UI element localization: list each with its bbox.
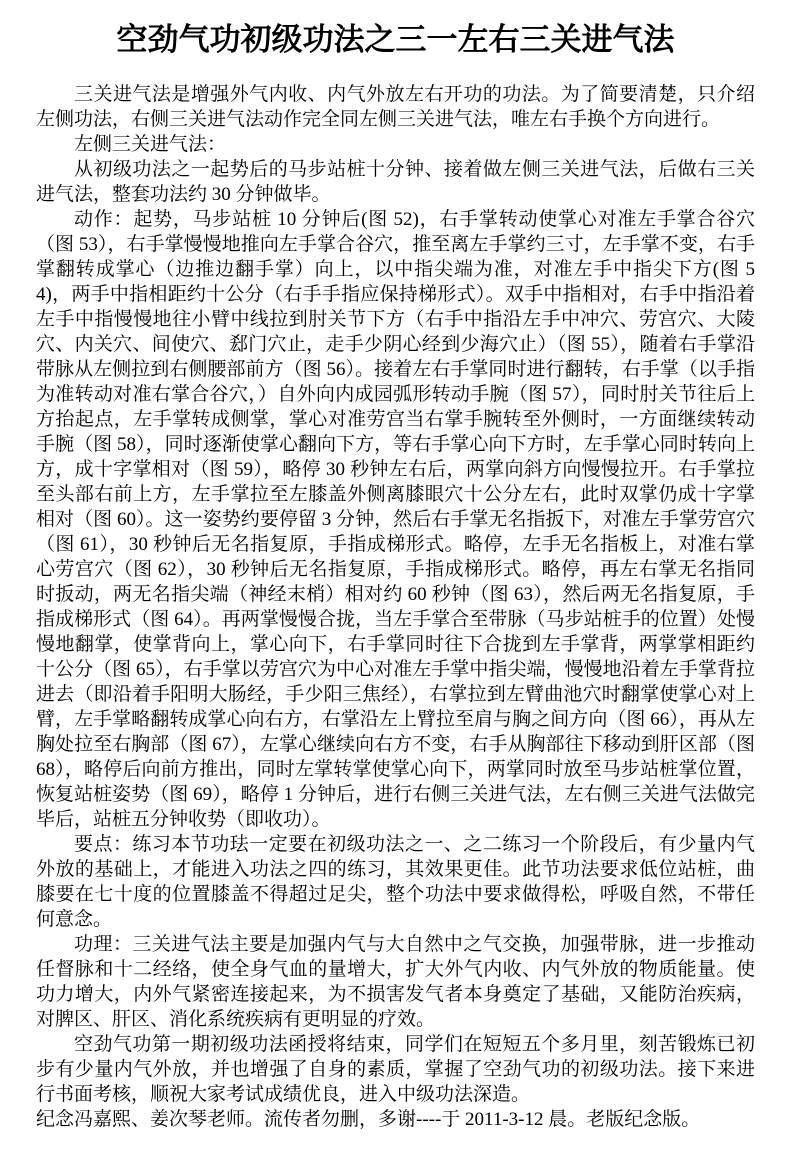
- paragraph-key-points: 要点：练习本节功珐一定要在初级功法之一、之二练习一个阶段后，有少量内气外放的基础上，才能进入功法之四的练习，其效果更佳。此节功法要求低位站桩，曲膝要在七十度的位置膝盖不得超过足尖，整个功法中要求做得松，呼吸自然，不带任何意念。: [36, 833, 755, 930]
- page-title: 空劲气功初级功法之三一左右三关进气法: [116, 22, 675, 57]
- paragraph-closing: 空劲气功第一期初级功法函授将结束，同学们在短短五个多月里，刻苦锻炼已初步有少量内气外放，并也增强了自身的素质，掌握了空劲气功的初级功法。接下来进行书面考核，顺祝大家考试成绩优良，进入中级功法深造。: [36, 1033, 755, 1105]
- paragraph-movements: 动作：起势，马步站桩 10 分钟后(图 52)，右手掌转动使掌心对准左手掌合谷穴（图 53），右手掌慢慢地推向左手掌合谷穴，推至离左手掌约三寸，左手掌不变，右手掌翻转成掌心（边推边翻手掌）向上，以中指尖端为准，对准左手中指尖下方(图 54)，两手中指相距约十公分（右手手指应保持梯形式）。双手中指相对，右手中指沿着左手中指慢慢地往小臂中线拉到肘关节下方（右手中指沿左手中冲穴、劳宫穴、大陵穴、内关穴、间使穴、郄门穴止，走手少阴心经到少海穴止）（图 55），随着右手掌沿带脉从左侧拉到右侧腰部前方（图 56）。接着左右手掌同时进行翻转，右手掌（以手指为准转动对准右掌合谷穴，）自外向内成园弧形转动手腕（图 57），同时肘关节往后上方抬起点，左手掌转成侧掌，掌心对准劳宫当右掌手腕转至外侧时，一方面继续转动手腕（图 58），同时逐渐使掌心翻向下方，等右手掌心向下方时，左手掌心同时转向上方，成十字掌相对（图 59），略停 30 秒钟左右后，两掌向斜方向慢慢拉开。右手掌拉至头部右前上方，左手掌拉至左膝盖外侧离膝眼穴十公分左右，此时双掌仍成十字掌相对（图 60）。这一姿势约要停留 3 分钟，然后右手掌无名指扳下，对准左手掌劳宫穴（图 61），30 秒钟后无名指复原，手指成梯形式。略停，左手无名指板上，对准右掌心劳宫穴（图 62），30 秒钟后无名指复原，手指成梯形式。略停，再左右掌无名指同时扳动，两无名指尖端（神经末梢）相对约 60 秒钟（图 63），然后两无名指复原，手指成梯形式（图 64）。再两掌慢慢合拢，当左手掌合至带脉（马步站桩手的位置）处慢慢地翻掌，使掌背向上，掌心向下，右手掌同时往下合拢到左手掌背，两掌掌相距约十公分（图 65），右手掌以劳宫穴为中心对准左手掌中指尖端，慢慢地沿着左手掌背拉进去（即沿着手阳明大肠经，手少阳三焦经），右掌拉到左臂曲池穴时翻掌使掌心对上臂，左手掌略翻转成掌心向右方，右掌沿左上臂拉至肩与胸之间方向（图 66），再从左胸处拉至右胸部（图 67），左掌心继续向右方不变，右手从胸部往下移动到肝区部（图 68），略停后向前方推出，同时左掌转掌使掌心向下，两掌同时放至马步站桩掌位置，恢复站桩姿势（图 69），略停 1 分钟后，进行右侧三关进气法，左右侧三关进气法做完毕后，站桩五分钟收势（即收功）。: [36, 208, 755, 830]
- paragraph-intro: 三关进气法是增强外气内收、内气外放左右开功的功法。为了简要清楚，只介绍左侧功法，右侧三关进气法动作完全同左侧三关进气法，唯左右手换个方向进行。: [36, 83, 755, 130]
- paragraph-section-heading: 左侧三关进气法：: [74, 133, 227, 155]
- paragraph-theory: 功理：三关进气法主要是加强内气与大自然中之气交换，加强带脉，进一步推动任督脉和十二经络，使全身气血的量增大，扩大外气内收、内气外放的物质能量。使功力增大，内外气紧密连接起来，为不损害发气者本身奠定了基础，又能防治疾病，对脾区、肝区、消化系统疾病有更明显的疗效。: [36, 933, 755, 1030]
- paragraph-overview: 从初级功法之一起势后的马步站桩十分钟、接着做左侧三关进气法，后做右三关进气法，整套功法约 30 分钟做毕。: [36, 158, 755, 205]
- document-body: [36, 82, 755, 1132]
- paragraph-memorial-note: 纪念冯嘉熙、姜次琴老师。流传者勿删，多谢----于 2011-3-12 晨。老版纪念版。: [36, 1108, 701, 1130]
